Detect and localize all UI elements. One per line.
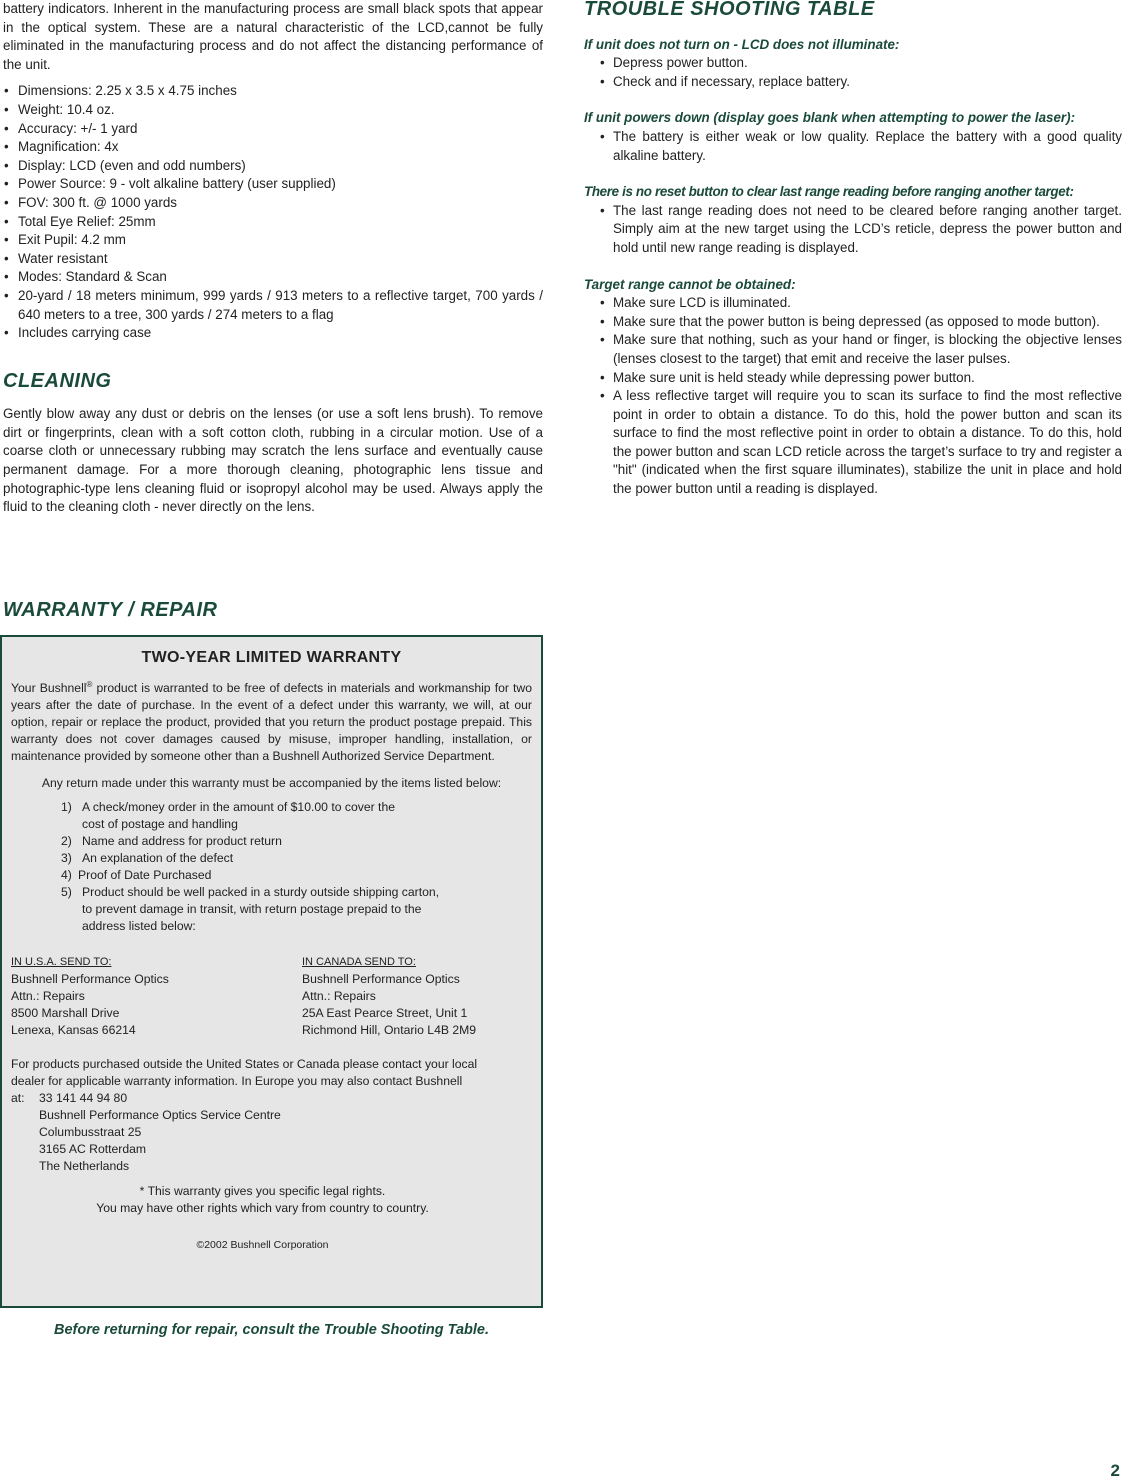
- warranty-text-prefix: Your Bushnell: [11, 681, 87, 696]
- address-line: Attn.: Repairs: [302, 989, 376, 1004]
- return-addresses: [11, 954, 532, 1039]
- spec-item: • Exit Pupil: 4.2 mm: [3, 231, 543, 250]
- spec-item: • Total Eye Relief: 25mm: [3, 213, 543, 232]
- usa-address-label: IN U.S.A. SEND TO:: [11, 956, 112, 969]
- trouble-section: [584, 109, 1122, 165]
- return-item: [61, 833, 532, 850]
- item-number: 2): [61, 834, 72, 849]
- trouble-answers: [584, 128, 1122, 165]
- spec-item: • Water resistant: [3, 250, 543, 269]
- trouble-answer: • Make sure unit is held steady while depressing power button.: [600, 369, 1122, 388]
- trouble-section: [584, 36, 1122, 92]
- spec-item: • Includes carrying case: [3, 324, 543, 343]
- spec-item: • Magnification: 4x: [3, 138, 543, 157]
- return-item: [61, 799, 532, 833]
- trouble-answer: • The last range reading does not need to be cleared before ranging another target. Simply aim at the new target using the LCD’s reticle, depress the power button and hold until new range reading is displayed.: [600, 202, 1122, 258]
- return-intro: Any return made under this warranty must be accompanied by the items listed below:: [41, 776, 502, 791]
- spec-item: • Display: LCD (even and odd numbers): [3, 157, 543, 176]
- item-number: 3): [61, 851, 72, 866]
- spec-item: • Power Source: 9 - volt alkaline battery (user supplied): [3, 175, 543, 194]
- item-number: 5): [61, 885, 72, 900]
- address-line: 3165 AC Rotterdam: [39, 1142, 147, 1157]
- address-line: Bushnell Performance Optics Service Centre: [39, 1108, 281, 1123]
- warranty-heading: WARRANTY / REPAIR: [3, 599, 218, 621]
- europe-address: [11, 1090, 532, 1175]
- trouble-answers: [584, 294, 1122, 499]
- spec-item: • Accuracy: +/- 1 yard: [3, 120, 543, 139]
- item-text: Proof of Date Purchased: [78, 868, 212, 883]
- europe-address-lines: [39, 1090, 281, 1175]
- trouble-question: If unit does not turn on - LCD does not illuminate:: [584, 36, 900, 52]
- item-number: 1): [61, 800, 72, 815]
- item-text-line: address listed below:: [82, 919, 196, 934]
- trouble-answers: [584, 202, 1122, 258]
- trouble-heading: TROUBLE SHOOTING TABLE: [584, 0, 875, 20]
- legal-rights-2: You may have other rights which vary from country to country.: [96, 1201, 429, 1216]
- trouble-answer: • Make sure that nothing, such as your hand or finger, is blocking the objective lenses (lenses closest to the target) that emit and receive the laser pulses.: [600, 331, 1122, 368]
- trouble-answer: • Make sure that the power button is being depressed (as opposed to mode button).: [600, 313, 1122, 332]
- registered-mark: ®: [86, 680, 93, 689]
- spec-item: • FOV: 300 ft. @ 1000 yards: [3, 194, 543, 213]
- address-line: Bushnell Performance Optics: [302, 972, 460, 987]
- trouble-question: Target range cannot be obtained:: [584, 276, 796, 292]
- address-line: 33 141 44 94 80: [39, 1091, 128, 1106]
- warranty-box: [0, 635, 543, 1308]
- return-item: [61, 867, 532, 884]
- canada-address-label: IN CANADA SEND TO:: [302, 956, 416, 969]
- trouble-answer: • A less reflective target will require you to scan its surface to find the most reflective point in order to obtain a distance. To do this, hold the power button and scan its surface to find the most reflective point in order to obtain a distance. To do this, hold the power button and scan LCD reticle across the target’s surface to try and register a "hit" (indicated when the first square illuminates), stabilize the unit in place and hold the power button until a reading is displayed.: [600, 387, 1122, 499]
- right-column: [584, 0, 1122, 499]
- address-line: Richmond Hill, Ontario L4B 2M9: [302, 1023, 477, 1038]
- item-text-line: A check/money order in the amount of $10.00 to cover the: [82, 800, 396, 815]
- outside-us-note: For products purchased outside the United States or Canada please contact your local dealer for applicable warranty information. In Europe you may also contact Bushnell: [11, 1057, 478, 1089]
- address-line: 25A East Pearce Street, Unit 1: [302, 1006, 468, 1021]
- item-text-line: to prevent damage in transit, with return postage prepaid to the: [82, 902, 422, 917]
- address-line: Columbusstraat 25: [39, 1125, 142, 1140]
- warranty-text-rest: product is warranted to be free of defects in materials and workmanship for two years after the date of purchase. In the event of a defect under this warranty, we will, at our option, repair or replace the product, provided that you return the product postage prepaid. This warranty does not cover damages caused by misuse, improper handling, installation, or maintenance provided by someone other than a Bushnell Authorized Service Department.: [11, 681, 532, 764]
- cleaning-heading: CLEANING: [3, 369, 112, 392]
- copyright: ©2002 Bushnell Corporation: [196, 1239, 329, 1252]
- warranty-paragraph: [11, 676, 532, 765]
- warranty-box-title: TWO-YEAR LIMITED WARRANTY: [141, 649, 402, 666]
- trouble-answers: [584, 54, 1122, 91]
- return-items-list: [11, 799, 532, 935]
- item-number: 4): [61, 868, 72, 883]
- return-item: [61, 850, 532, 867]
- trouble-answer: • Check and if necessary, replace battery.: [600, 73, 1122, 92]
- repair-note: Before returning for repair, consult the Trouble Shooting Table.: [53, 1322, 490, 1338]
- item-text-line: Product should be well packed in a sturdy outside shipping carton,: [82, 885, 440, 900]
- return-item: [61, 884, 532, 935]
- trouble-answer: • Depress power button.: [600, 54, 1122, 73]
- canada-address: [302, 954, 476, 1039]
- page-number: 2: [1110, 1461, 1120, 1480]
- legal-rights-1: * This warranty gives you specific legal rights.: [139, 1184, 386, 1199]
- spec-item: • Dimensions: 2.25 x 3.5 x 4.75 inches: [3, 82, 543, 101]
- trouble-answer: • Make sure LCD is illuminated.: [600, 294, 1122, 313]
- address-line: 8500 Marshall Drive: [11, 1006, 120, 1021]
- address-line: Lenexa, Kansas 66214: [11, 1023, 136, 1038]
- trouble-question: If unit powers down (display goes blank when attempting to power the laser):: [584, 110, 1076, 126]
- trouble-question: There is no reset button to clear last range reading before ranging another target:: [584, 184, 1074, 200]
- usa-address: [11, 954, 302, 1039]
- specs-intro: battery indicators. Inherent in the manufacturing process are small black spots that appear in the optical system. These are a natural characteristic of the LCD,cannot be fully eliminated in the manufacturing process and do not affect the distancing performance of the unit.: [3, 1, 543, 72]
- item-text: [82, 799, 395, 833]
- spec-item: • Weight: 10.4 oz.: [3, 101, 543, 120]
- trouble-answer: • The battery is either weak or low quality. Replace the battery with a good quality alkaline battery.: [600, 128, 1122, 165]
- address-line: Bushnell Performance Optics: [11, 972, 169, 987]
- trouble-section: [584, 276, 1122, 499]
- item-text: An explanation of the defect: [82, 851, 234, 866]
- cleaning-body: Gently blow away any dust or debris on the lenses (or use a soft lens brush). To remove dirt or fingerprints, clean with a soft cotton cloth, rubbing in a circular motion. Use of a coarse cloth or unnecessary rubbing may scratch the lens surface and eventually cause permanent damage. For a more thorough cleaning, photographic lens tissue and photographic-type lens cleaning fluid or isopropyl alcohol may be used. Always apply the fluid to the cleaning cloth - never directly on the lens.: [3, 406, 543, 515]
- spec-item: • Modes: Standard & Scan: [3, 268, 543, 287]
- at-label: at:: [11, 1091, 25, 1106]
- item-text-line: cost of postage and handling: [82, 817, 238, 832]
- item-text: [82, 884, 439, 935]
- spec-item: • 20-yard / 18 meters minimum, 999 yards / 913 meters to a reflective target, 700 yards / 640 meters to a tree, 300 yards / 274 meters to a flag: [3, 287, 543, 324]
- left-column: [3, 0, 543, 517]
- address-line: The Netherlands: [39, 1159, 130, 1174]
- trouble-section: [584, 183, 1122, 257]
- address-line: Attn.: Repairs: [11, 989, 85, 1004]
- item-text: Name and address for product return: [82, 834, 282, 849]
- specs-list: [3, 82, 543, 342]
